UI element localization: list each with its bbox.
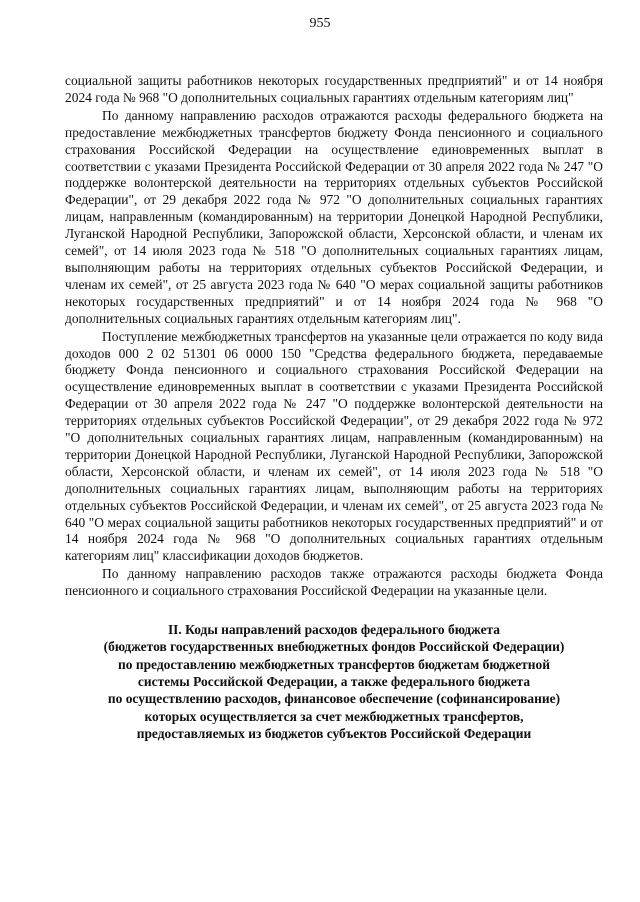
section-heading-line: по предоставлению межбюджетных трансфертов бюджетам бюджетной bbox=[118, 656, 550, 672]
section-heading-line: которых осуществляется за счет межбюджетных трансфертов, bbox=[144, 708, 524, 724]
paragraph-revenue-code: Поступление межбюджетных трансфертов на указанные цели отражается по коду вида доходов 000 2 02 51301 06 0000 150 "Средства федерального бюджета, передаваемые бюджету Фонда пенсионного и социального страхования Российской Федерации на осуществление единовременных выплат в соответствии с указами Президента Российской Федерации от 30 апреля 2022 года № 247 "О поддержке волонтерской деятельности на территориях отдельных субъектов Российской Федерации", от 29 декабря 2022 года № 972 "О дополнительных социальных гарантиях лицам, направленным (командированным) на территории Донецкой Народной Республики, Луганской Народной Республики, Запорожской области, Херсонской области, и членам их семей", от 14 июля 2023 года № 518 "О дополнительных социальных гарантиях лицам, выполняющим работы на территориях отдельных субъектов Российской Федерации, и членам их семей", от 25 августа 2023 года № 640 "О мерах социальной защиты работников некоторых государственных предприятий" и от 14 ноября 2024 года № 968 "О дополнительных социальных гарантиях отдельным категориям лиц" классификации доходов бюджетов. bbox=[65, 328, 603, 564]
section-heading-line: системы Российской Федерации, а также федерального бюджета bbox=[137, 673, 531, 689]
section-heading-line: предоставляемых из бюджетов субъектов Российской Федерации bbox=[136, 725, 532, 741]
paragraph-fund-expenses: По данному направлению расходов также отражаются расходы бюджета Фонда пенсионного и социального страхования Российской Федерации на указанные цели. bbox=[65, 566, 603, 599]
section-heading-line: (бюджетов государственных внебюджетных фондов Российской Федерации) bbox=[103, 639, 565, 655]
page-number: 955 bbox=[309, 16, 331, 31]
document-body bbox=[65, 73, 603, 742]
paragraph-expenses-description: По данному направлению расходов отражаются расходы федерального бюджета на предоставление межбюджетных трансфертов бюджету Фонда пенсионного и социального страхования Российской Федерации на осуществление единовременных выплат в соответствии с указами Президента Российской Федерации от 30 апреля 2022 года № 247 "О поддержке волонтерской деятельности на территориях отдельных субъектов Российской Федерации", от 29 декабря 2022 года № 972 "О дополнительных социальных гарантиях лицам, направленным (командированным) на территории Донецкой Народной Республики, Луганской Народной Республики, Запорожской области, Херсонской области, и членам их семей", от 14 июля 2023 года № 518 "О дополнительных социальных гарантиях лицам, выполняющим работы на территориях отдельных субъектов Российской Федерации, и членам их семей", от 25 августа 2023 года № 640 "О мерах социальной защиты работников некоторых государственных предприятий" и от 14 ноября 2024 года № 968 "О дополнительных социальных гарантиях отдельным категориям лиц". bbox=[65, 107, 603, 326]
section-heading-line: по осуществлению расходов, финансовое обеспечение (софинансирование) bbox=[107, 691, 561, 707]
section-heading-line: II. Коды направлений расходов федерального бюджета bbox=[167, 622, 501, 638]
paragraph-continuation: социальной защиты работников некоторых государственных предприятий" и от 14 ноября 2024 года № 968 "О дополнительных социальных гарантиях отдельным категориям лиц" bbox=[65, 73, 603, 105]
section-heading bbox=[65, 621, 603, 742]
